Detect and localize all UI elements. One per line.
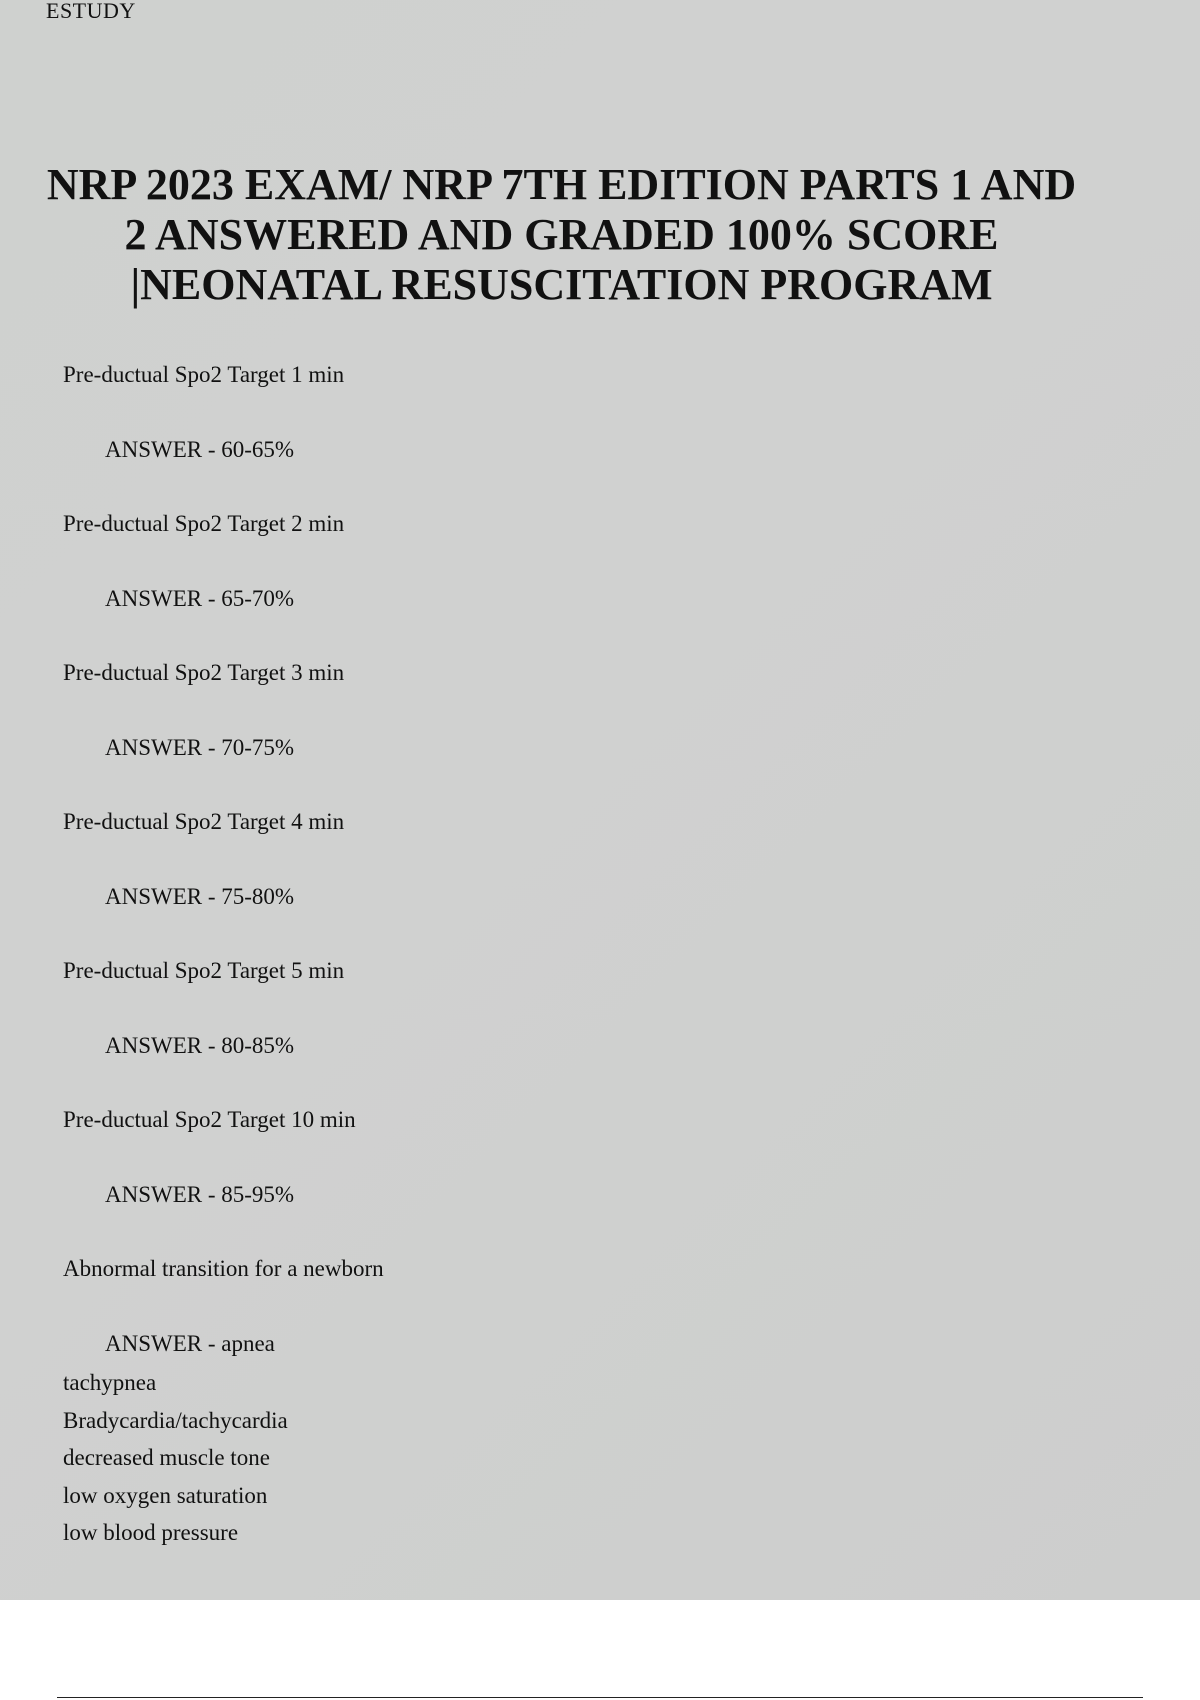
answer-line: low oxygen saturation — [63, 1482, 268, 1508]
question-text: Pre-ductual Spo2 Target 10 min — [63, 1107, 356, 1132]
qa-list — [63, 355, 963, 1552]
qa-item — [63, 802, 963, 951]
answer-text: ANSWER - 75-80% — [105, 884, 295, 909]
answer-line: tachypnea — [63, 1370, 157, 1395]
qa-item — [63, 951, 963, 1100]
qa-item — [63, 1249, 963, 1552]
answer-text: ANSWER - 65-70% — [105, 586, 295, 611]
answer-text: ANSWER - 80-85% — [105, 1033, 295, 1058]
question-text: Pre-ductual Spo2 Target 3 min — [63, 660, 345, 685]
answer-line: decreased muscle tone — [63, 1445, 270, 1470]
site-header-label: ESTUDY — [46, 0, 136, 23]
answer-line: Bradycardia/tachycardia — [63, 1407, 288, 1433]
question-text: Pre-ductual Spo2 Target 2 min — [63, 511, 345, 536]
qa-item — [63, 504, 963, 653]
qa-item — [63, 653, 963, 802]
question-text: Pre-ductual Spo2 Target 1 min — [63, 362, 345, 387]
qa-item — [63, 1100, 963, 1249]
question-text: Abnormal transition for a newborn — [63, 1256, 384, 1281]
answer-text: ANSWER - apnea — [105, 1331, 275, 1356]
document-title: NRP 2023 EXAM/ NRP 7TH EDITION PARTS 1 AND 2 ANSWERED AND GRADED 100% SCORE |NEONATAL RESUSCITATION PROGRAM — [46, 160, 1077, 309]
qa-item — [63, 355, 963, 504]
question-text: Pre-ductual Spo2 Target 5 min — [63, 958, 345, 983]
answer-text: ANSWER - 70-75% — [105, 735, 295, 760]
answer-text: ANSWER - 60-65% — [105, 437, 295, 462]
question-text: Pre-ductual Spo2 Target 4 min — [63, 809, 345, 834]
answer-line: low blood pressure — [63, 1520, 239, 1545]
answer-text: ANSWER - 85-95% — [105, 1182, 295, 1207]
footer-divider — [57, 1697, 1143, 1698]
